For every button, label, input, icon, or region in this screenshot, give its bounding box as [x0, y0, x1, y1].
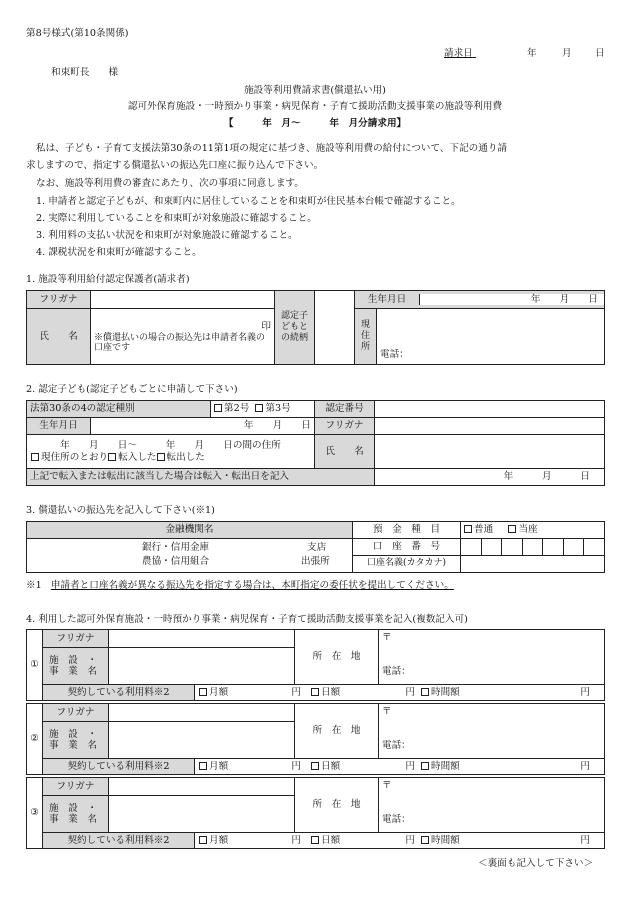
cert-no-label: 認定番号 — [315, 401, 375, 418]
facility-number: ① — [27, 630, 43, 701]
seal-mark: 印 — [261, 320, 271, 332]
child-name-label: 氏 名 — [315, 435, 375, 469]
deposit-type-label: 預 金 種 目 — [353, 522, 461, 539]
fee-row: 契約している利用料※2 月額 円 日額 円 時間額 円 — [43, 759, 605, 775]
guardian-address-field[interactable]: 電話： — [377, 309, 605, 365]
type2-checkbox[interactable] — [214, 404, 222, 412]
cert-no-field[interactable] — [375, 401, 605, 418]
facility-name-label: 施 設 ・ 事 業 名 — [43, 648, 109, 685]
facility-entry — [26, 629, 605, 701]
account-name-field[interactable] — [461, 556, 605, 573]
facility-furigana-label: フリガナ — [43, 630, 109, 648]
child-table — [26, 400, 605, 486]
monthly-fee[interactable]: 月額 円 — [195, 761, 307, 773]
form-number: 第8号様式(第10条関係) — [26, 28, 129, 39]
consent-item-4: 4. 課税状況を和束町が確認すること。 — [36, 247, 202, 258]
relation-label: 認定子どもとの続柄 — [275, 291, 315, 365]
bank-note: ※1 申請者と口座名義が異なる振込先を指定する場合は、本町指定の委任状を提出してください。 — [26, 580, 454, 591]
facility-name-field[interactable] — [109, 796, 295, 833]
child-furigana-label: フリガナ — [315, 418, 375, 435]
hourly-fee[interactable]: 時間額 円 — [417, 687, 604, 699]
child-birth-label: 生年月日 — [27, 418, 91, 435]
facility-name-field[interactable] — [109, 648, 295, 685]
request-date[interactable]: 請求日 年 月 日 — [444, 48, 605, 59]
intro-text-2: 求しますので、指定する償還払いの振込先口座に振り込んで下さい。 — [26, 160, 324, 171]
facility-number: ② — [27, 704, 43, 775]
fee-row: 契約している利用料※2 月額 円 日額 円 時間額 円 — [43, 833, 605, 849]
facility-location-field[interactable]: 〒 電話： — [379, 630, 605, 685]
facility-number: ③ — [27, 778, 43, 849]
residence-period: 年 月 日～ 年 月 日の間の住所 現住所のとおり 転入した 転出した — [27, 435, 315, 469]
account-no-field[interactable] — [461, 539, 605, 556]
section1-heading: 1. 施設等利用給付認定保護者(請求者) — [26, 274, 190, 285]
facility-furigana-field[interactable] — [109, 630, 295, 648]
section3-heading: 3. 償還払いの振込先を記入して下さい(※1) — [26, 505, 215, 516]
guardian-name-field[interactable] — [91, 309, 275, 365]
intro-text-1: 私は、子ども・子育て支援法第30条の11第1項の規定に基づき、施設等利用費の給付について、下記の通り請 — [36, 143, 508, 154]
section2-heading: 2. 認定子ども(認定子どもごとに申請して下さい) — [26, 384, 238, 395]
monthly-fee[interactable]: 月額 円 — [195, 687, 307, 699]
hourly-fee[interactable]: 時間額 円 — [417, 835, 604, 847]
bank-table — [26, 521, 605, 573]
child-birth-field[interactable]: 年 月 日 — [91, 418, 315, 435]
facility-entry — [26, 777, 605, 849]
facility-entry — [26, 703, 605, 775]
facility-furigana-field[interactable] — [109, 704, 295, 722]
hourly-fee[interactable]: 時間額 円 — [417, 761, 604, 773]
addressee: 和束町長 様 — [51, 67, 119, 78]
cert-type-options: 第2号 第3号 — [211, 401, 315, 418]
form-subtitle: 認可外保育施設・一時預かり事業・病児保育・子育て援助活動支援事業の施設等利用費 — [127, 101, 503, 112]
request-period: 【 年 月～ 年 月分請求用】 — [223, 118, 407, 129]
type3-checkbox[interactable] — [255, 404, 263, 412]
ordinary-checkbox[interactable] — [464, 525, 472, 533]
account-name-label: 口座名義(カタカナ) — [353, 556, 461, 573]
facility-location-label: 所 在 地 — [295, 630, 379, 685]
facility-furigana-field[interactable] — [109, 778, 295, 796]
facility-furigana-label: フリガナ — [43, 704, 109, 722]
current-checkbox[interactable] — [508, 525, 516, 533]
same-address-checkbox[interactable] — [31, 453, 39, 461]
moved-in-checkbox[interactable] — [108, 453, 116, 461]
address-label: 現住所 — [355, 309, 377, 365]
name-label: 氏 名 — [27, 309, 91, 365]
furigana-label: フリガナ — [27, 291, 91, 309]
facility-location-field[interactable]: 〒 電話： — [379, 704, 605, 759]
consent-item-3: 3. 利用料の支払い状況を和束町が対象施設に確認すること。 — [36, 230, 298, 241]
guardian-furigana-field[interactable] — [91, 291, 275, 309]
facility-name-label: 施 設 ・ 事 業 名 — [43, 722, 109, 759]
intro-consent: なお、施設等利用費の審査にあたり、次の事項に同意します。 — [36, 178, 304, 189]
bank-name-label: 金融機関名 — [27, 522, 353, 539]
section4-heading: 4. 利用した認可外保育施設・一時預かり事業・病児保育・子育て援助活動支援事業を記入(複数記入可) — [26, 614, 468, 625]
daily-fee[interactable]: 日額 円 — [307, 687, 417, 699]
fee-row: 契約している利用料※2 月額 円 日額 円 時間額 円 — [43, 685, 605, 701]
guardian-table — [26, 290, 605, 365]
facility-name-label: 施 設 ・ 事 業 名 — [43, 796, 109, 833]
consent-item-2: 2. 実際に利用していることを和束町が対象施設に確認すること。 — [36, 213, 317, 224]
facility-location-field[interactable]: 〒 電話： — [379, 778, 605, 833]
guardian-birth-field[interactable]: 年 月 日 — [419, 294, 604, 306]
account-note: ※償還払いの場合の振込先は申請者名義の口座です — [94, 332, 266, 354]
moved-out-checkbox[interactable] — [157, 453, 165, 461]
facility-location-label: 所 在 地 — [295, 778, 379, 833]
move-date-field[interactable]: 年 月 日 — [375, 469, 605, 486]
back-side-note: ＜裏面も記入して下さい＞ — [478, 858, 594, 869]
birth-row: 生年月日 年 月 日 — [355, 291, 605, 309]
monthly-fee[interactable]: 月額 円 — [195, 835, 307, 847]
facility-furigana-label: フリガナ — [43, 778, 109, 796]
daily-fee[interactable]: 日額 円 — [307, 835, 417, 847]
account-no-label: 口 座 番 号 — [353, 539, 461, 556]
relation-field[interactable] — [315, 291, 355, 365]
cert-type-label: 法第30条の4の認定種別 — [27, 401, 211, 418]
daily-fee[interactable]: 日額 円 — [307, 761, 417, 773]
bank-name-field[interactable]: 銀行・信用金庫 支店 農協・信用組合 出張所 — [27, 539, 353, 573]
deposit-type-options: 普通 当座 — [461, 522, 605, 539]
move-note: 上記で転入または転出に該当した場合は転入・転出日を記入 — [27, 469, 375, 486]
facility-location-label: 所 在 地 — [295, 704, 379, 759]
child-furigana-field[interactable] — [375, 418, 605, 435]
form-title: 施設等利用費請求書(償還払い用) — [244, 85, 386, 96]
child-name-field[interactable] — [375, 435, 605, 469]
facility-name-field[interactable] — [109, 722, 295, 759]
consent-item-1: 1. 申請者と認定子どもが、和束町内に居住していることを和束町が住民基本台帳で確認すること。 — [36, 196, 461, 207]
